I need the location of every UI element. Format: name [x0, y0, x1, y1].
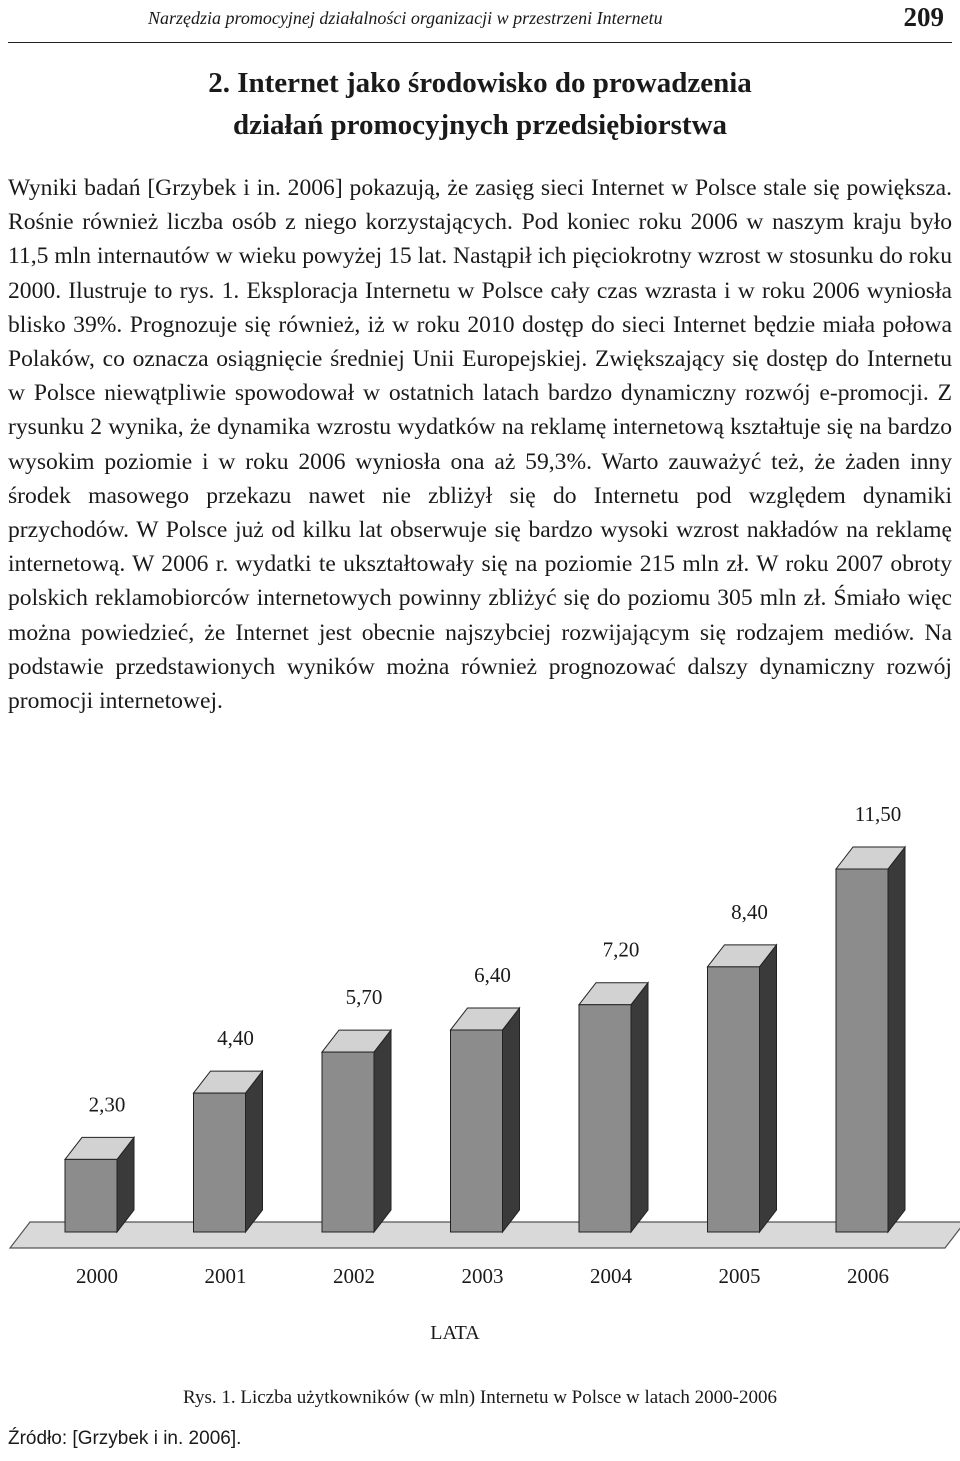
x-axis-label: LATA — [430, 1322, 480, 1344]
bar-value-label: 5,70 — [345, 985, 383, 1010]
x-tick-label: 2003 — [461, 1264, 504, 1288]
bar-value-label: 4,40 — [217, 1026, 254, 1051]
x-tick-label: 2001 — [204, 1264, 247, 1288]
bar-side — [503, 1008, 520, 1232]
x-tick-label: 2004 — [590, 1264, 632, 1288]
x-tick-label: 2002 — [333, 1264, 375, 1288]
section-heading-line-2: działań promocyjnych przedsiębiorstwa — [232, 109, 728, 141]
page-header — [8, 0, 952, 43]
x-tick-label: 2005 — [718, 1264, 761, 1288]
section-heading — [0, 62, 960, 146]
bar-side — [246, 1071, 263, 1232]
bar-value-label: 6,40 — [474, 962, 511, 987]
bar-side — [888, 847, 905, 1232]
figure-caption: Rys. 1. Liczba użytkowników (w mln) Internetu w Polsce w latach 2000-2006 — [183, 1387, 777, 1408]
bar-side — [631, 983, 648, 1232]
figure-source: Źródło: [Grzybek i in. 2006]. — [8, 1428, 242, 1449]
bar — [65, 1159, 117, 1232]
running-title: Narzędzia promocyjnej działalności organizacji w przestrzeni Internetu — [148, 8, 663, 28]
bar — [451, 1030, 503, 1232]
bar-value-label: 8,40 — [731, 899, 768, 924]
bar-value-label: 7,20 — [602, 937, 640, 962]
bar-chart-svg — [0, 790, 960, 1390]
bar — [708, 967, 760, 1232]
bar-side — [760, 945, 777, 1232]
x-tick-label: 2000 — [76, 1264, 118, 1288]
page-number: 209 — [903, 2, 944, 32]
body-paragraph: Wyniki badań [Grzybek i in. 2006] pokazują, że zasięg sieci Internet w Polsce stale się powiększa. Rośnie również liczba osób z niego korzystających. Pod koniec roku 2006 w naszym kraju było 11,5 mln internautów w wieku powyżej 15 lat. Nastąpił ich pięciokrotny wzrost w stosunku do roku 2000. Ilustruje to rys. 1. Eksploracja Internetu w Polsce cały czas wzrasta i w roku 2006 wyniosła blisko 39%. Prognozuje się również, iż w roku 2010 dostęp do sieci Internet będzie miała połowa Polaków, co oznacza osiągnięcie średniej Unii Europejskiej. Zwiększający się dostęp do Internetu w Polsce niewątpliwie spowodował w ostatnich latach bardzo dynamiczny rozwój e-promocji. Z rysunku 2 wynika, że dynamika wzrostu wydatków na reklamę internetową kształtuje się na bardzo wysokim poziomie i w roku 2006 wyniosła ona aż 59,3%. Warto zauważyć też, że żaden inny środek masowego przekazu nawet nie zbliżył się do Internetu pod względem dynamiki przychodów. W Polsce już od kilku lat obserwuje się bardzo wysoki wzrost nakładów na reklamę internetową. W 2006 r. wydatki te ukształtowały się na poziomie 215 mln zł. W roku 2007 obroty polskich reklamobiorców internetowych powinny zbliżyć się do poziomu 305 mln zł. Śmiało więc można powiedzieć, że Internet jest obecnie najszybciej rozwijającym się rodzajem mediów. Na podstawie przedstawionych wyników można również prognozować dalszy dynamiczny rozwój promocji internetowej. — [8, 175, 952, 715]
bar-chart — [0, 790, 960, 1390]
section-heading-line-1: 2. Internet jako środowisko do prowadzenia — [208, 67, 752, 99]
bar-value-label: 11,50 — [854, 802, 902, 826]
x-tick-label: 2006 — [847, 1264, 889, 1288]
bar — [194, 1093, 246, 1232]
bar-value-label: 2,30 — [88, 1092, 126, 1117]
bar — [579, 1005, 631, 1232]
bar-side — [374, 1030, 391, 1232]
bar — [836, 869, 888, 1232]
bar — [322, 1052, 374, 1232]
